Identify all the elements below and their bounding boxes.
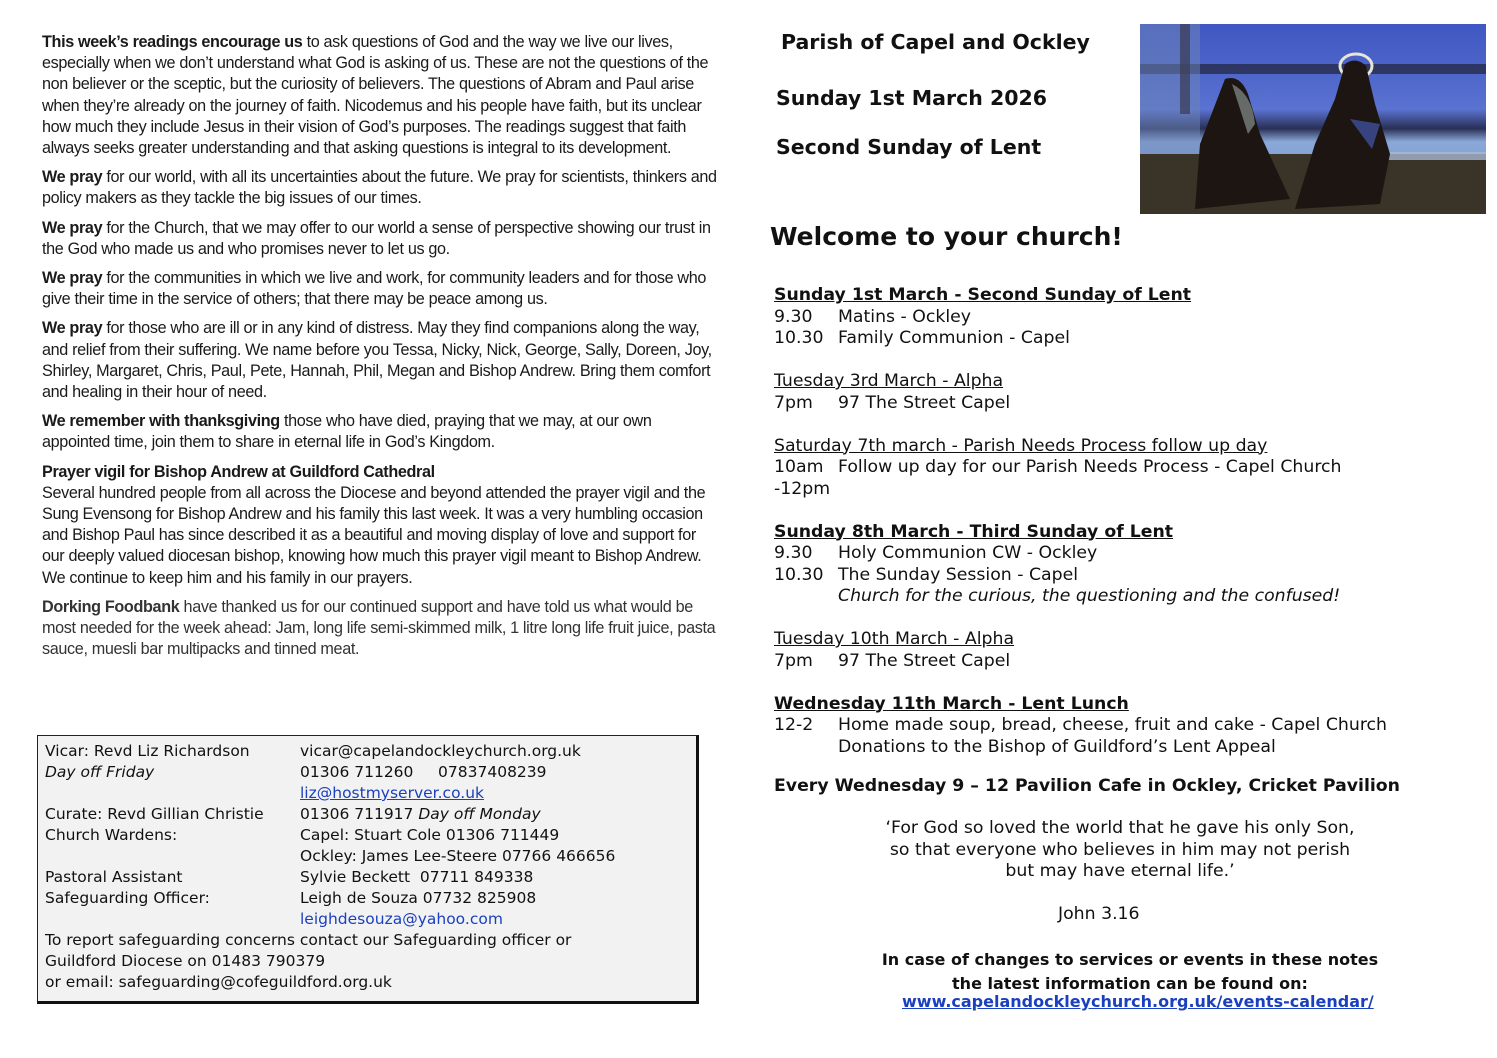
foodbank-paragraph — [42, 597, 720, 660]
foodbank-text: have thanked us for our continued support and have told us what would be most needed for the week ahead: Jam, long life semi-skimmed milk, 1 litre long life fruit juice, pasta sauce, muesli bar multipacks and tinned meat. — [42, 597, 716, 658]
event-heading: Sunday 8th March - Third Sunday of Lent — [774, 521, 1174, 542]
quote-line: but may have eternal life.’ — [1005, 861, 1235, 881]
warden-ockley: Ockley: James Lee-Steere 07766 466656 — [300, 847, 616, 865]
event-row — [774, 586, 1474, 608]
event-heading: Sunday 1st March - Second Sunday of Lent — [774, 285, 1192, 305]
contact-row-safeguarding — [45, 888, 696, 909]
event-description: Holy Communion CW - Ockley — [838, 543, 1098, 563]
event-row — [774, 479, 1474, 501]
event-time: 9.30 — [774, 306, 813, 327]
contact-row-curate — [45, 804, 696, 825]
left-column — [42, 32, 720, 668]
contact-box — [37, 735, 699, 1004]
curate-phone: 01306 711917 — [300, 805, 419, 823]
event-row — [774, 457, 1474, 479]
pastoral-value: Sylvie Beckett 07711 849338 — [300, 868, 534, 886]
vigil-paragraph — [42, 462, 720, 589]
event-description: The Sunday Session - Capel — [838, 564, 1079, 585]
event-time — [774, 586, 838, 608]
prayer-paragraph — [42, 268, 720, 310]
event-heading: Saturday 7th march - Parish Needs Process follow up day — [774, 435, 1268, 456]
event-block — [774, 436, 1474, 501]
prayer-text: for those who are ill or in any kind of distress. May they find companions along the way, and relief from their suffering. We name before you Tessa, Nicky, Nick, George, Sally, Doreen, Joy, Shirley, Margaret, Chris, Paul, Pete, Hannah, Phil, Megan and Bishop Andrew. Bring them comfort and healing in their hour of need. — [42, 319, 712, 402]
prayer-paragraph — [42, 318, 720, 403]
event-heading: Tuesday 3rd March - Alpha — [774, 371, 1004, 391]
contact-row-wardens — [45, 825, 696, 846]
prayer-text: for the communities in which we live and work, for community leaders and for those who give their time in the service of others; that there may be peace among us. — [42, 269, 707, 309]
event-heading: Tuesday 10th March - Alpha — [774, 629, 1015, 649]
event-heading: Wednesday 11th March - Lent Lunch — [774, 693, 1129, 714]
event-block — [774, 371, 1474, 414]
prayer-text: for the Church, that we may offer to our world a sense of perspective showing our trust in the God who made us and who promises never to let us go. — [42, 218, 711, 258]
changes-notice — [870, 948, 1390, 996]
event-time — [774, 737, 838, 759]
prayer-paragraph — [42, 167, 720, 209]
contact-row-pastoral — [45, 867, 696, 888]
notice-line-2: the latest information can be found on: — [952, 974, 1308, 993]
vigil-title: Prayer vigil for Bishop Andrew at Guildford Cathedral — [42, 462, 435, 481]
event-description — [838, 479, 1474, 501]
intro-bold: This week’s readings encourage us — [42, 33, 303, 51]
event-description: Home made soup, bread, cheese, fruit and cake - Capel Church — [838, 715, 1387, 735]
prayer-paragraph — [42, 411, 720, 453]
notice-line-1: In case of changes to services or events in these notes — [881, 950, 1379, 969]
bible-quote — [860, 818, 1380, 883]
contact-row-vicar-phone — [45, 762, 696, 783]
event-time: 10.30 — [774, 328, 824, 348]
event-block — [774, 629, 1474, 672]
event-block — [774, 694, 1474, 759]
every-wednesday-notice: Every Wednesday 9 – 12 Pavilion Cafe in Ockley, Cricket Pavilion — [774, 776, 1400, 796]
events-calendar-link[interactable]: www.capelandockleychurch.org.uk/events-calendar/ — [902, 992, 1374, 1011]
event-row — [774, 328, 1474, 350]
vicar-email-link[interactable]: liz@hostmyserver.co.uk — [300, 784, 485, 802]
event-time: 7pm — [774, 392, 813, 413]
prayer-bold: We pray — [42, 269, 103, 288]
event-description: Follow up day for our Parish Needs Process - Capel Church — [838, 457, 1342, 477]
quote-line: so that everyone who believes in him may not perish — [889, 839, 1351, 860]
prayers-list — [42, 167, 720, 453]
prayer-bold: We remember with thanksgiving — [42, 412, 280, 431]
service-date: Sunday 1st March 2026 — [776, 86, 1048, 110]
event-description: 97 The Street Capel — [838, 392, 1011, 413]
contact-row-warden-ockley — [45, 846, 696, 867]
event-time: 10am — [774, 457, 824, 477]
event-row — [774, 393, 1474, 415]
event-row — [774, 737, 1474, 759]
curate-dayoff: Day off Monday — [418, 805, 541, 823]
prayer-bold: We pray — [42, 319, 103, 338]
vicar-label: Vicar: Revd Liz Richardson — [45, 742, 250, 760]
event-description: Church for the curious, the questioning and the confused! — [838, 586, 1341, 606]
events-schedule — [774, 285, 1474, 780]
occasion-title: Second Sunday of Lent — [776, 135, 1042, 159]
prayer-bold: We pray — [42, 168, 103, 187]
prayer-text: for our world, with all its uncertainties about the future. We pray for scientists, thinkers and policy makers as they tackle the big issues of our times. — [42, 168, 717, 208]
event-block — [774, 285, 1474, 350]
safeguarding-email[interactable]: leighdesouza@yahoo.com — [300, 910, 503, 928]
wardens-label: Church Wardens: — [45, 826, 178, 844]
contact-row-vicar-email2 — [45, 783, 696, 804]
event-time: -12pm — [774, 478, 831, 499]
safeguarding-label: Safeguarding Officer: — [45, 889, 210, 907]
quote-line: ‘For God so loved the world that he gave his only Son, — [885, 818, 1355, 838]
safeguarding-value: Leigh de Souza 07732 825908 — [300, 889, 537, 907]
painting-image — [1140, 24, 1486, 214]
quote-reference: John 3.16 — [1058, 904, 1140, 924]
vicar-dayoff: Day off Friday — [45, 763, 155, 781]
welcome-heading: Welcome to your church! — [770, 222, 1123, 251]
event-description: 97 The Street Capel — [838, 650, 1011, 671]
event-row — [774, 543, 1474, 565]
prayer-text: those who have died, praying that we may, at our own appointed time, join them to share in eternal life in God’s Kingdom. — [42, 412, 652, 452]
event-description: Matins - Ockley — [838, 306, 972, 327]
event-row — [774, 651, 1474, 673]
prayer-bold: We pray — [42, 218, 103, 237]
event-block — [774, 522, 1474, 608]
event-row — [774, 307, 1474, 329]
report-line-2: Guildford Diocese on 01483 790379 — [45, 952, 326, 970]
intro-text: to ask questions of God and the way we live our lives, especially when we don’t understand what God is asking of us. These are not the questions of the non believer or the sceptic, but the curiosity of believers. The questions of Abram and Paul arise when they’re already on the journey of faith. Nicodemus and his people have faith, but its unclear how much they include Jesus in their vision of God’s purposes. The readings suggest that faith always seeks greater understanding and that asking questions is integral to its development. — [42, 33, 709, 158]
report-line-1: To report safeguarding concerns contact our Safeguarding officer or — [45, 931, 572, 949]
pastoral-label: Pastoral Assistant — [45, 868, 183, 886]
contact-row-vicar — [45, 741, 696, 762]
foodbank-bold: Dorking Foodbank — [42, 597, 180, 616]
event-description: Family Communion - Capel — [838, 328, 1070, 348]
event-time: 10.30 — [774, 564, 824, 585]
event-description: Donations to the Bishop of Guildford’s Lent Appeal — [838, 736, 1276, 757]
report-line-3: or email: safeguarding@cofeguildford.org.uk — [45, 973, 392, 991]
event-time: 7pm — [774, 650, 813, 671]
event-time: 9.30 — [774, 543, 813, 563]
parish-title: Parish of Capel and Ockley — [781, 30, 1090, 54]
vicar-phones: 01306 711260 07837408239 — [300, 763, 547, 781]
event-row — [774, 715, 1474, 737]
warden-capel: Capel: Stuart Cole 01306 711449 — [300, 826, 560, 844]
event-row — [774, 565, 1474, 587]
curate-label: Curate: Revd Gillian Christie — [45, 805, 264, 823]
vicar-email[interactable]: vicar@capelandockleychurch.org.uk — [300, 742, 581, 760]
nicodemus-painting — [1140, 24, 1486, 214]
vigil-text: Several hundred people from all across the Diocese and beyond attended the prayer vigil and the Sung Evensong for Bishop Andrew and his family this last week. It was a very humbling occasion and Bishop Paul has since described it as a beautiful and moving display of love and support for our deeply valued diocesan bishop, knowing how much this prayer vigil meant to Bishop Andrew. We continue to keep him and his family in our prayers. — [42, 483, 706, 587]
contact-row-safeguarding-email — [45, 909, 696, 930]
event-time: 12-2 — [774, 715, 814, 735]
intro-paragraph — [42, 32, 720, 159]
prayer-paragraph — [42, 218, 720, 260]
